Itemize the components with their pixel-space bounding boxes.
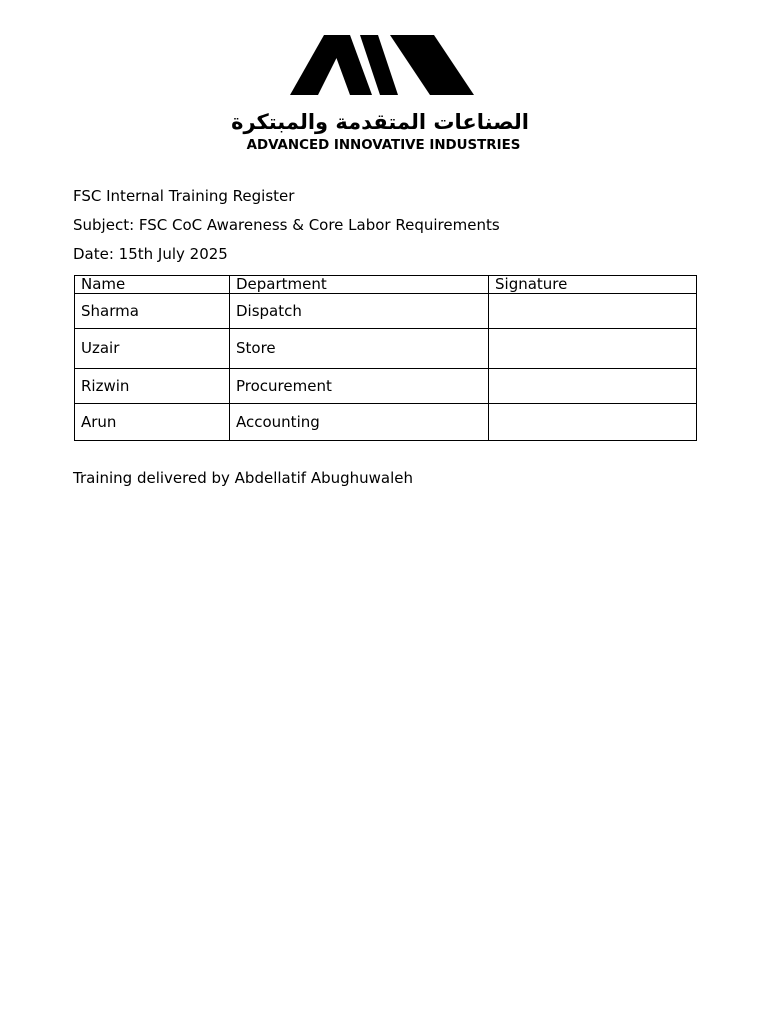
cell-signature bbox=[489, 329, 697, 369]
cell-name: Sharma bbox=[75, 294, 230, 329]
trainer-note: Training delivered by Abdellatif Abughuwaleh bbox=[73, 469, 414, 487]
logo-mark-icon bbox=[238, 33, 529, 113]
cell-name: Arun bbox=[75, 404, 230, 441]
document-title: FSC Internal Training Register bbox=[73, 187, 295, 205]
document-subject: Subject: FSC CoC Awareness & Core Labor Requirements bbox=[73, 216, 500, 234]
header-name: Name bbox=[75, 276, 230, 294]
cell-department: Accounting bbox=[230, 404, 489, 441]
table-row bbox=[75, 294, 697, 329]
table-row bbox=[75, 369, 697, 404]
table-row bbox=[75, 329, 697, 369]
cell-department: Dispatch bbox=[230, 294, 489, 329]
cell-name: Uzair bbox=[75, 329, 230, 369]
attendance-table bbox=[74, 275, 697, 441]
cell-department: Procurement bbox=[230, 369, 489, 404]
logo-english-name: ADVANCED INNOVATIVE INDUSTRIES bbox=[246, 138, 521, 153]
header-signature: Signature bbox=[489, 276, 697, 294]
logo-arabic-name: الصناعات المتقدمة والمبتكرة bbox=[231, 110, 529, 134]
document-date: Date: 15th July 2025 bbox=[73, 245, 228, 263]
cell-signature bbox=[489, 294, 697, 329]
cell-signature bbox=[489, 369, 697, 404]
table-header-row bbox=[75, 276, 697, 294]
cell-signature bbox=[489, 404, 697, 441]
cell-name: Rizwin bbox=[75, 369, 230, 404]
table-row bbox=[75, 404, 697, 441]
header-department: Department bbox=[230, 276, 489, 294]
cell-department: Store bbox=[230, 329, 489, 369]
